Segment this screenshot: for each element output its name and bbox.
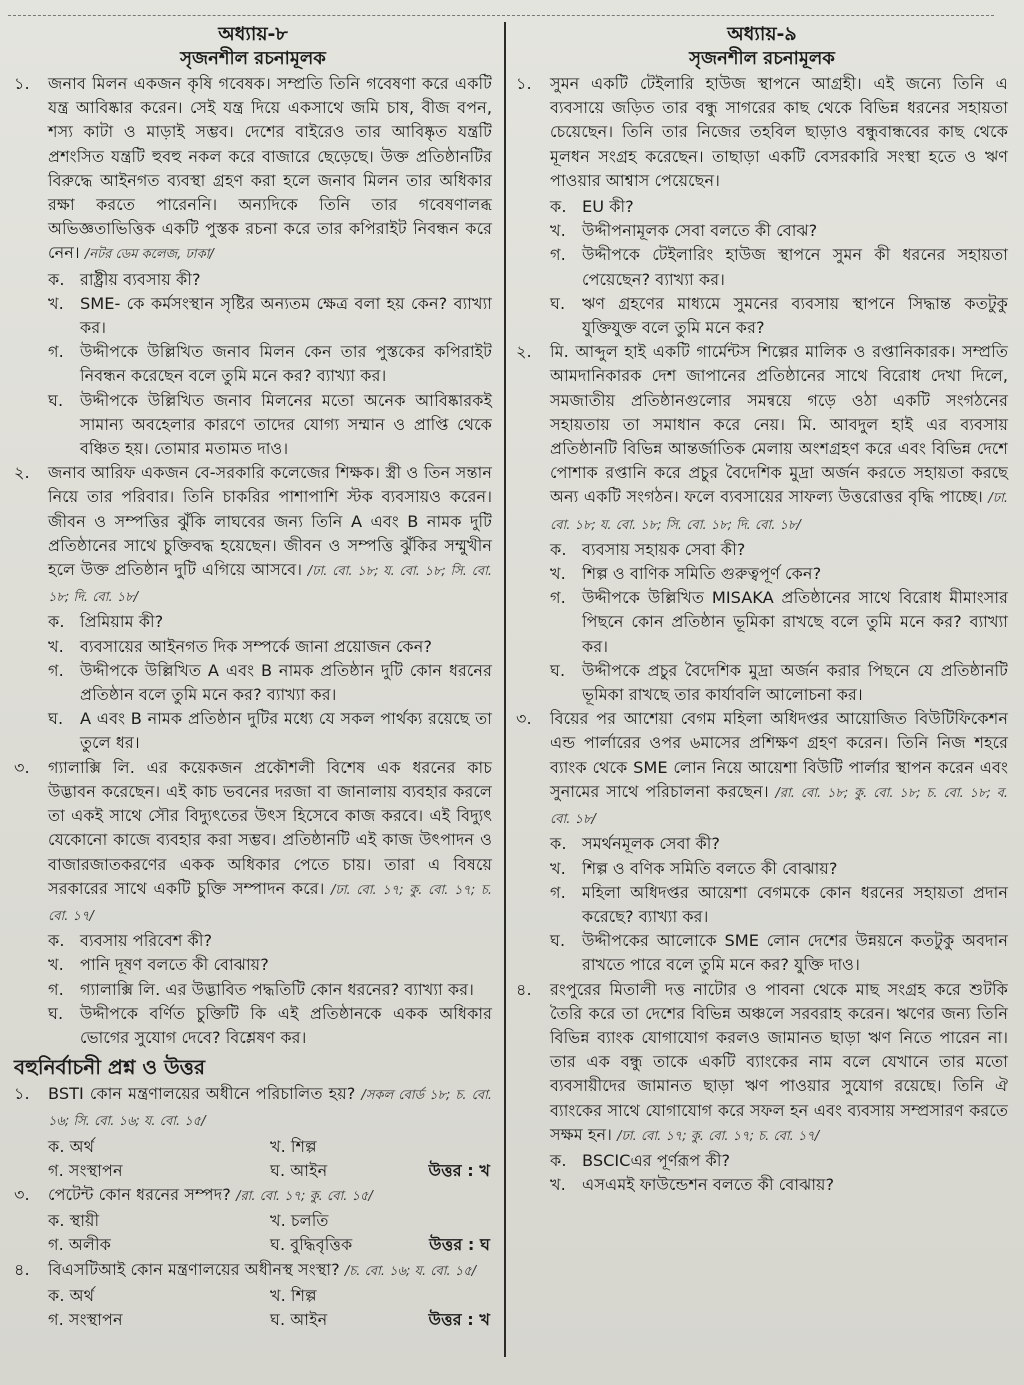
section-title: সৃজনশীল রচনামূলক — [180, 48, 326, 69]
sub-label: গ. — [48, 660, 64, 680]
question — [516, 72, 1008, 195]
sub-text: পানি দূষণ বলতে কী বোঝায়? — [80, 955, 269, 975]
sub-label: ক. — [550, 1150, 567, 1170]
mcq-number: ৩. — [14, 1184, 30, 1204]
option: ক. অর্থ — [48, 1285, 95, 1305]
sub-text: উদ্দীপকে টেইলারিং হাউজ স্থাপনে সুমন কী ধরনের সহায়তা পেয়েছেন? ব্যাখ্যা কর। — [582, 245, 1008, 289]
question-number: ৩. — [516, 709, 532, 729]
sub-label: খ. — [550, 858, 566, 878]
sub-label: ঘ. — [48, 1003, 64, 1023]
sub-text: প্রিমিয়াম কী? — [80, 612, 164, 632]
mcq-options — [48, 1135, 492, 1183]
sub-question — [550, 195, 1008, 219]
mcq-text: পেটেন্ট কোন ধরনের সম্পদ? — [48, 1184, 231, 1204]
chapter-title: অধ্যায়-৮ — [218, 23, 288, 45]
sub-question — [48, 610, 492, 634]
sub-text: উদ্দীপকে প্রচুর বৈদেশিক মুদ্রা অর্জন করার পিছনে যে প্রতিষ্ঠানটি ভূমিকা রাখছে তার কার্যাবলি আলোচনা কর। — [582, 660, 1008, 705]
stem-text: জনাব মিলন একজন কৃষি গবেষক। সম্প্রতি তিনি গবেষণা করে একটি যন্ত্র আবিষ্কার করেন। সেই যন্ত্র দিয়ে একসাথে জমি চাষ, বীজ বপন, শস্য কাটা ও মাড়াই সম্ভব। দেশের বাইরেও তার আবিষ্কৃত যন্ত্রটি প্রশংসিত যন্ত্রটি হুবহু নকল করে বাজারে ছেড়েছে। উক্ত প্রতিষ্ঠানটির বিরুদ্ধে আইনগত ব্যবস্থা গ্রহণ করা হলে জনাব মিলন তার অধিকার রক্ষা করতে পারেননি। অন্যদিকে তিনি তার গবেষণালব্ধ অভিজ্ঞতাভিত্তিক একটি পুস্তক রচনা করে তার কপিরাইট নিবন্ধন করে নেন। — [48, 74, 492, 263]
sub-label: ঘ. — [550, 931, 566, 951]
sub-label: ক. — [550, 834, 567, 854]
sub-question — [550, 292, 1008, 340]
sub-text: এসএমই ফাউন্ডেশন বলতে কী বোঝায়? — [582, 1175, 835, 1195]
sub-text: উদ্দীপকে বর্ণিত চুক্তিটি কি এই প্রতিষ্ঠানকে একক অধিকার ভোগের সুযোগ দেবে? বিশ্লেষণ কর। — [80, 1003, 492, 1047]
sub-text: ব্যবসায় সহায়ক সেবা কী? — [582, 539, 746, 559]
creative-questions — [516, 72, 1008, 1197]
question-stem — [48, 461, 492, 610]
sub-text: মহিলা অধিদপ্তর আয়েশা বেগমকে কোন ধরনের সহায়তা প্রদান করেছে? ব্যাখ্যা কর। — [582, 882, 1008, 926]
stem-text: জনাব আরিফ একজন বে-সরকারি কলেজের শিক্ষক। স্ত্রী ও তিন সন্তান নিয়ে তার পরিবার। তিনি চাকরির পাশাপাশি স্টক ব্যবসায়ও করেন। জীবন ও সম্পত্তির ঝুঁকি লাঘবের জন্য তিনি A এবং B নামক দুটি প্রতিষ্ঠানের সাথে চুক্তিবদ্ধ হয়েছেন। জীবন ও সম্পত্তি ঝুঁকির সম্মুখীন হলে উক্ত প্রতিষ্ঠান দুটি এগিয়ে আসবে। — [48, 463, 492, 580]
sub-text: উদ্দীপকে উল্লিখিত জনাব মিলন কেন তার পুস্তকের কপিরাইট নিবন্ধন করেছেন বলে তুমি মনে কর? ব্যাখ্যা কর। — [80, 342, 492, 386]
sub-question — [550, 562, 1008, 586]
answer: উত্তর : খ — [428, 1160, 490, 1180]
answer: উত্তর : ঘ — [429, 1235, 490, 1255]
sub-label: ঘ. — [48, 390, 64, 410]
board-reference: /ঢা. বো. ১৭; কু. বো. ১৭; চ. বো. ১৭/ — [48, 882, 492, 924]
sub-text: BSCICএর পূর্ণরূপ কী? — [582, 1150, 731, 1170]
mcq-number: ১. — [14, 1084, 30, 1104]
column-divider — [504, 22, 506, 1357]
stem-text: গ্যালাক্সি লি. এর কয়েকজন প্রকৌশলী বিশেষ এক ধরনের কাচ উদ্ভাবন করেছেন। এই কাচ ভবনের দরজা বা জানালায় ব্যবহার করলে তা একই সাথে সৌর বিদ্যুৎতের উৎস হিসেবে কাজ করবে। এই বিদ্যুৎ যেকোনো কাজে ব্যবহার করা সম্ভব। প্রতিষ্ঠানটি এই কাজ উৎপাদন ও বাজারজাতকরণের একক অধিকার পেতে চায়। তারা এ বিষয়ে সরকারের সাথে একটি চুক্তি সম্পাদন করে। — [48, 757, 492, 898]
stem-text: রংপুরের মিতালী দত্ত নাটোর ও পাবনা থেকে মাছ সংগ্রহ করে শুটকি তৈরি করে তা দেশের বিভিন্ন অঞ্চলে সরবরাহ করেন। ঋণের জন্য তিনি বিভিন্ন ব্যাংক যোগাযোগ করলও জামানত ছাড়া ঋণ নিতে পারেন না। তার এক বন্ধু তাকে একটি ব্যাংকের নাম বলে যেখানে তার মতো ব্যবসায়ীদের জামানত ছাড়া ঋণ পাওয়ার সুযোগ রয়েছে। তিনি ঐ ব্যাংকের সাথে যোগাযোগ করে সফল হন এবং ব্যবসায় সম্প্রসারণ করতে সক্ষম হন। — [550, 979, 1008, 1144]
board-reference: /ঢা. বো. ১৮; য. বো. ১৮; সি. বো. ১৮; দি. বো. ১৮/ — [550, 491, 1009, 533]
question-stem — [550, 707, 1008, 832]
sub-question — [48, 635, 492, 659]
sub-text: উদ্দীপকে উল্লিখিত MISAKA প্রতিষ্ঠানের সাথে বিরোধ মীমাংসার পিছনে কোন প্রতিষ্ঠান ভূমিকা রাখছে বলে তুমি মনে কর? ব্যাখ্যা কর। — [582, 588, 1008, 656]
stem-text: সুমন একটি টেইলারি হাউজ স্থাপনে আগ্রহী। এই জন্যে তিনি এ ব্যবসায়ে জড়িত তার বন্ধু সাগরের কাছ থেকে বিভিন্ন ধরনের সহায়তা চেয়েছেন। তিনি তার নিজের তহবিল ছাড়াও বন্ধুবান্ধবের কাছ থেকে মূলধন সংগ্রহ করেছেন। তাছাড়া একটি বেসরকারি সংস্থা হতে ও ঋণ পাওয়ার আশ্বাস পেয়েছেন। — [550, 74, 1008, 190]
mcq-heading: বহুনির্বাচনী প্রশ্ন ও উত্তর — [14, 1055, 205, 1080]
sub-question — [48, 707, 492, 755]
question — [14, 756, 492, 929]
sub-question — [550, 857, 1008, 881]
option: খ. শিল্প — [270, 1285, 317, 1305]
sub-label: খ. — [550, 221, 566, 241]
option: ক. অর্থ — [48, 1136, 95, 1156]
option: ঘ. আইন — [270, 1309, 328, 1329]
sub-question — [48, 268, 492, 292]
option: গ. সংস্থাপন — [48, 1309, 123, 1329]
sub-label: গ. — [48, 979, 64, 999]
option: খ. শিল্প — [270, 1136, 317, 1156]
right-column — [516, 22, 1008, 1197]
board-reference: /নটর ডেম কলেজ, ঢাকা/ — [84, 247, 214, 263]
sub-question — [550, 929, 1008, 977]
sub-text: শিল্প ও বাণিক সমিতি গুরুত্বপূর্ণ কেন? — [582, 564, 822, 584]
sub-question — [48, 292, 492, 340]
question-stem — [550, 978, 1008, 1149]
question-number: ৪. — [516, 979, 532, 999]
sub-question — [550, 832, 1008, 856]
board-reference: /ঢা. বো. ১৭; কু. বো. ১৭; চ. বো. ১৭/ — [617, 1128, 820, 1144]
sub-label: ঘ. — [550, 660, 566, 680]
option: ঘ. আইন — [270, 1160, 328, 1180]
running-header — [0, 0, 1024, 10]
spacer — [420, 1284, 492, 1308]
sub-text: ব্যবসায় পরিবেশ কী? — [80, 931, 213, 951]
sub-label: ঘ. — [550, 293, 566, 313]
section-title: সৃজনশীল রচনামূলক — [689, 48, 835, 69]
sub-question — [48, 659, 492, 707]
sub-question — [48, 929, 492, 953]
sub-text: ঋণ গ্রহণের মাধ্যমে সুমনের ব্যবসায় স্থাপনে সিদ্ধান্ত কতটুকু যুক্তিযুক্ত বলে তুমি মনে কর? — [582, 293, 1008, 338]
left-column — [14, 22, 492, 1332]
creative-questions — [14, 72, 492, 1050]
sub-label: গ. — [48, 342, 64, 362]
question — [14, 461, 492, 610]
sub-text: EU কী? — [582, 197, 634, 217]
sub-label: খ. — [48, 293, 64, 313]
option: ঘ. বুদ্ধিবৃত্তিক — [270, 1235, 353, 1255]
question-stem — [550, 72, 1008, 195]
mcq-options — [48, 1284, 492, 1332]
sub-text: উদ্দীপকে উল্লিখিত A এবং B নামক প্রতিষ্ঠান দুটি কোন ধরনের প্রতিষ্ঠান বলে তুমি মনে কর? ব্যাখ্যা কর। — [80, 660, 492, 705]
sub-question — [550, 659, 1008, 707]
sub-question — [550, 881, 1008, 929]
sub-label: গ. — [550, 882, 566, 902]
sub-text: গ্যালাক্সি লি. এর উদ্ভাবিত পদ্ধতিটি কোন ধরনের? ব্যাখ্যা কর। — [80, 979, 474, 999]
sub-label: খ. — [48, 955, 64, 975]
sub-text: রাষ্ট্রীয় ব্যবসায় কী? — [80, 269, 201, 289]
question-number: ২. — [516, 342, 532, 362]
sub-question — [48, 340, 492, 388]
question-stem — [550, 340, 1008, 538]
sub-label: ক. — [550, 197, 567, 217]
sub-text: সমর্থনমূলক সেবা কী? — [582, 834, 721, 854]
sub-text: উদ্দীপকের আলোকে SME লোন দেশের উন্নয়নে কতটুকু অবদান রাখতে পারে বলে তুমি মনে কর? যুক্তি দাও। — [582, 931, 1008, 975]
sub-question — [550, 586, 1008, 659]
option: খ. চলতি — [270, 1211, 329, 1231]
mcq-question — [48, 1082, 492, 1134]
sub-question — [48, 389, 492, 462]
question-stem — [48, 756, 492, 929]
sub-label: খ. — [550, 1175, 566, 1195]
sub-question — [550, 538, 1008, 562]
board-reference: /ঢা. বো. ১৮; য. বো. ১৮; সি. বো. ১৮; দি. বো. ১৮/ — [48, 564, 492, 606]
sub-question — [550, 1173, 1008, 1197]
mcq-list — [14, 1082, 492, 1332]
mcq-item — [14, 1183, 492, 1209]
sub-label: খ. — [48, 636, 64, 656]
question-number: ৩. — [14, 757, 30, 777]
mcq-question — [48, 1183, 492, 1209]
board-reference: /চ. বো. ১৬; য. বো. ১৫/ — [344, 1263, 477, 1279]
sub-text: উদ্দীপনামূলক সেবা বলতে কী বোঝ? — [582, 221, 818, 241]
sub-label: ঘ. — [48, 709, 64, 729]
option: গ. সংস্থাপন — [48, 1160, 123, 1180]
chapter-title: অধ্যায়-৯ — [727, 23, 797, 45]
option: ক. স্থায়ী — [48, 1211, 100, 1231]
sub-label: গ. — [550, 588, 566, 608]
mcq-options — [48, 1209, 492, 1257]
sub-label: ক. — [550, 539, 567, 559]
sub-text: ব্যবসায়ের আইনগত দিক সম্পর্কে জানা প্রয়োজন কেন? — [80, 636, 433, 656]
question — [516, 340, 1008, 538]
option: গ. অলীক — [48, 1235, 111, 1255]
stem-text: বিয়ের পর আশেয়া বেগম মহিলা অধিদপ্তর আয়োজিত বিউটিফিকেশন এন্ড পার্লারের ওপর ৬মাসের প্রশিক্ষণ গ্রহণ করেন। তিনি নিজ শহরে ব্যাংক থেকে SME লোন নিয়ে আয়েশা বিউটি পার্লার স্থাপন করেন এবং সুনামের সাথে পরিচালনা করছেন। — [550, 709, 1008, 801]
sub-label: ক. — [48, 612, 65, 632]
sub-text: SME- কে কর্মসংস্থান সৃষ্টির অন্যতম ক্ষেত্র বলা হয় কেন? ব্যাখ্যা কর। — [80, 293, 492, 338]
sub-question — [550, 1149, 1008, 1173]
sub-question — [48, 978, 492, 1002]
board-reference: /রা. বো. ১৭; কু. বো. ১৫/ — [236, 1188, 373, 1204]
question — [516, 707, 1008, 832]
sub-question — [48, 1002, 492, 1050]
sub-label: ক. — [48, 269, 65, 289]
header-rule — [8, 15, 994, 16]
sub-question — [550, 243, 1008, 291]
board-reference: /রা. বো. ১৮; কু. বো. ১৮; চ. বো. ১৮; ব. বো. ১৮/ — [550, 785, 1008, 828]
answer: উত্তর : খ — [428, 1309, 490, 1329]
sub-label: খ. — [550, 564, 566, 584]
question-number: ১. — [14, 74, 30, 93]
question-number: ২. — [14, 463, 30, 483]
question-number: ১. — [516, 74, 532, 93]
mcq-number: ৪. — [14, 1259, 30, 1279]
sub-question — [550, 219, 1008, 243]
mcq-question — [48, 1258, 492, 1284]
sub-text: উদ্দীপকে উল্লিখিত জনাব মিলনের মতো অনেক আবিষ্কারকই সামান্য অবহেলার কারণে তাদের যোগ্য সম্মান ও প্রাপ্তি থেকে বঞ্চিত হয়। তোমার মতামত দাও। — [80, 390, 492, 459]
spacer — [420, 1209, 492, 1233]
mcq-text: BSTI কোন মন্ত্রণালয়ের অধীনে পরিচালিত হয়? — [48, 1084, 356, 1104]
sub-label: গ. — [550, 245, 566, 265]
question-stem — [48, 72, 492, 268]
question — [14, 72, 492, 268]
sub-question — [48, 953, 492, 977]
board-reference: /সকল বোর্ড ১৮; চ. বো. ১৬; সি. বো. ১৬; য. বো. ১৫/ — [48, 1088, 492, 1130]
mcq-item — [14, 1082, 492, 1134]
sub-text: A এবং B নামক প্রতিষ্ঠান দুটির মধ্যে যে সকল পার্থক্য রয়েছে তা তুলে ধর। — [80, 709, 492, 753]
stem-text: মি. আব্দুল হাই একটি গার্মেন্টস শিল্পের মালিক ও রপ্তানিকারক। সম্প্রতি আমদানিকারক দেশ জাপানের প্রতিষ্ঠানের সাথে বিরোধ দেখা দিলে, সমজাতীয় প্রতিষ্ঠানগুলোর সমন্বয়ে গড়ে ওঠা একটি সংগঠনের সহায়তায় তা সমাধান করে নেয়। মি. আবদুল হাই এর ব্যবসায় প্রতিষ্ঠানটি বিভিন্ন আন্তর্জাতিক মেলায় অংশগ্রহণ করে এবং বিভিন্ন দেশে পোশাক রপ্তানি করে প্রচুর বৈদেশিক মুদ্রা অর্জন করতে সহায়তা করছে অন্য একটি সংগঠন। ফলে ব্যবসায়ের সাফল্য উত্তরোত্তর বৃদ্ধি পাচ্ছে। — [550, 342, 1008, 507]
mcq-text: বিএসটিআই কোন মন্ত্রণালয়ের অধীনস্থ সংস্থা? — [48, 1259, 340, 1279]
sub-label: ক. — [48, 931, 65, 951]
mcq-item — [14, 1258, 492, 1284]
spacer — [420, 1135, 492, 1159]
question — [516, 978, 1008, 1149]
sub-text: শিল্প ও বণিক সমিতি বলতে কী বোঝায়? — [582, 858, 838, 878]
